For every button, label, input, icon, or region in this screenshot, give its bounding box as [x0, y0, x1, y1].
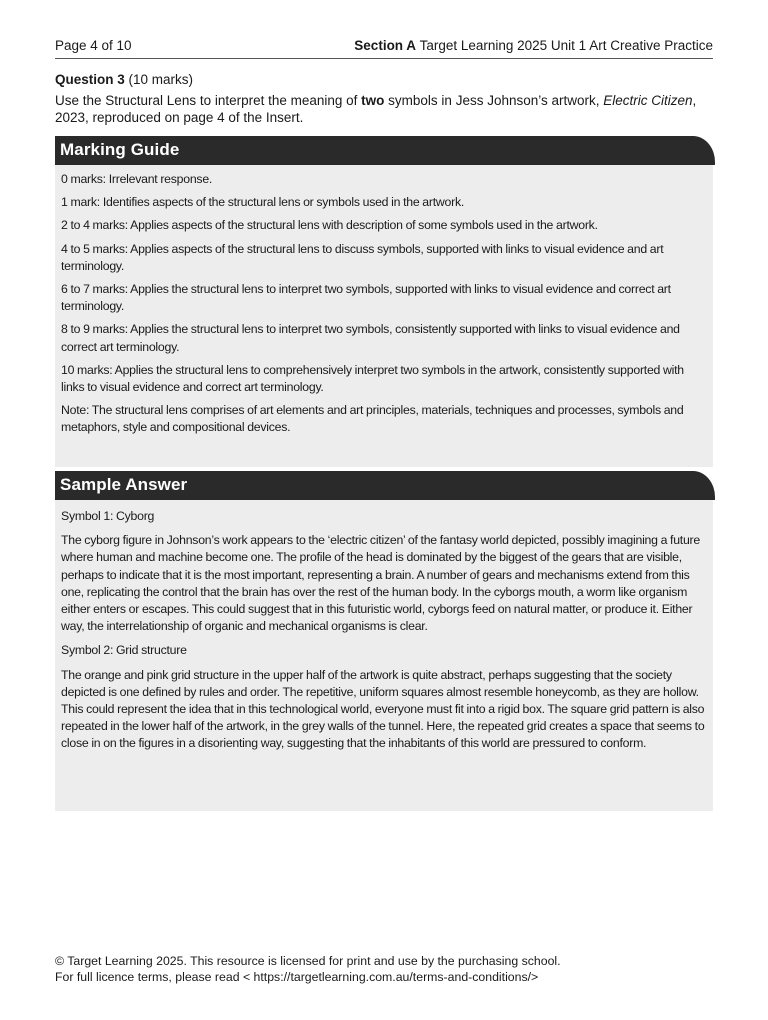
- section-label: Section A: [354, 38, 417, 53]
- question-heading: [55, 71, 713, 88]
- page-number: Page 4 of 10: [55, 38, 132, 53]
- question-block: [55, 71, 713, 126]
- course-title: Target Learning 2025 Unit 1 Art Creative Practice: [419, 38, 713, 53]
- marking-guide-item: 4 to 5 marks: Applies aspects of the structural lens to discuss symbols, supported with links to visual evidence and art terminology.: [61, 241, 664, 273]
- sample-answer-banner: [55, 471, 715, 500]
- symbol-2-text: The orange and pink grid structure in the upper half of the artwork is quite abstract, perhaps suggesting that the society depicted is one defined by rules and order. The repetitive, uniform squares almost resemble honeycomb, as they are hollow. This could represent the idea that in this technological world, everyone must fit into a rigid box. The square grid pattern is also repeated in the lower half of the artwork, in the grey walls of the tunnel. Here, the repeated grid creates a space that seems to close in on the figures in a disorienting way, suggesting that the inhabitants of this world are pressured to conform.: [61, 667, 705, 751]
- artwork-title: Electric Citizen: [603, 93, 693, 108]
- symbol-1-title: Symbol 1: Cyborg: [61, 509, 155, 523]
- sample-answer-heading: Sample Answer: [60, 475, 188, 494]
- marking-guide-item: 6 to 7 marks: Applies the structural lens to interpret two symbols, supported with links to visual evidence and correct art terminology.: [61, 282, 671, 314]
- page-footer: [55, 953, 561, 985]
- question-text-part: , 2023, reproduced on page 4 of the Insert.: [55, 93, 697, 125]
- page-header: [55, 38, 713, 59]
- marking-guide-note: Note: The structural lens comprises of art elements and art principles, materials, techniques and processes, symbols and metaphors, style and compositional devices.: [61, 403, 684, 435]
- sample-answer-panel: [55, 500, 713, 811]
- symbol-2-title: Symbol 2: Grid structure: [61, 643, 187, 658]
- marking-guide-item: 10 marks: Applies the structural lens to comprehensively interpret two symbols in the artwork, consistently supported with links to visual evidence and correct art terminology.: [61, 362, 684, 395]
- marking-guide-item: 2 to 4 marks: Applies aspects of the structural lens with description of some symbols used in the artwork.: [61, 218, 598, 233]
- symbol-1-text: The cyborg figure in Johnson’s work appears to the ‘electric citizen’ of the fantasy world depicted, possibly imagining a future where human and machine become one. The profile of the head is dominated by the biggest of the gears that are visible, perhaps to indicate that it is the most important, representing a brain. A number of gears and mechanisms extend from this one, replicating the control that the brain has over the rest of the human body. In the cyborgs mouth, a worm like organism either enters or escapes. This could suggest that in this futuristic world, cyborgs feed on natural matter, or produce it. Either way, the interrelationship of organic and mechanical organisms is clear.: [61, 533, 700, 634]
- marking-guide-item: 1 mark: Identifies aspects of the structural lens or symbols used in the artwork.: [61, 195, 465, 210]
- question-marks: (10 marks): [128, 72, 194, 87]
- question-title: Question 3: [55, 72, 125, 87]
- licence-terms-line: For full licence terms, please read < https://targetlearning.com.au/terms-and-conditions/>: [55, 970, 539, 984]
- question-text-part: symbols in Jess Johnson’s artwork,: [384, 93, 604, 108]
- marking-guide-banner: [55, 136, 715, 165]
- marking-guide-panel: [55, 165, 713, 467]
- copyright-line: © Target Learning 2025. This resource is licensed for print and use by the purchasing school.: [55, 954, 561, 968]
- marking-guide-heading: Marking Guide: [60, 140, 180, 159]
- question-text-part: Use the Structural Lens to interpret the meaning of: [55, 93, 362, 108]
- marking-guide-item: 8 to 9 marks: Applies the structural lens to interpret two symbols, consistently supported with links to visual evidence and correct art terminology.: [61, 322, 680, 354]
- question-text: [55, 92, 713, 126]
- marking-guide-item: 0 marks: Irrelevant response.: [61, 172, 213, 186]
- question-text-bold: two: [361, 93, 385, 108]
- header-course-info: [354, 38, 713, 53]
